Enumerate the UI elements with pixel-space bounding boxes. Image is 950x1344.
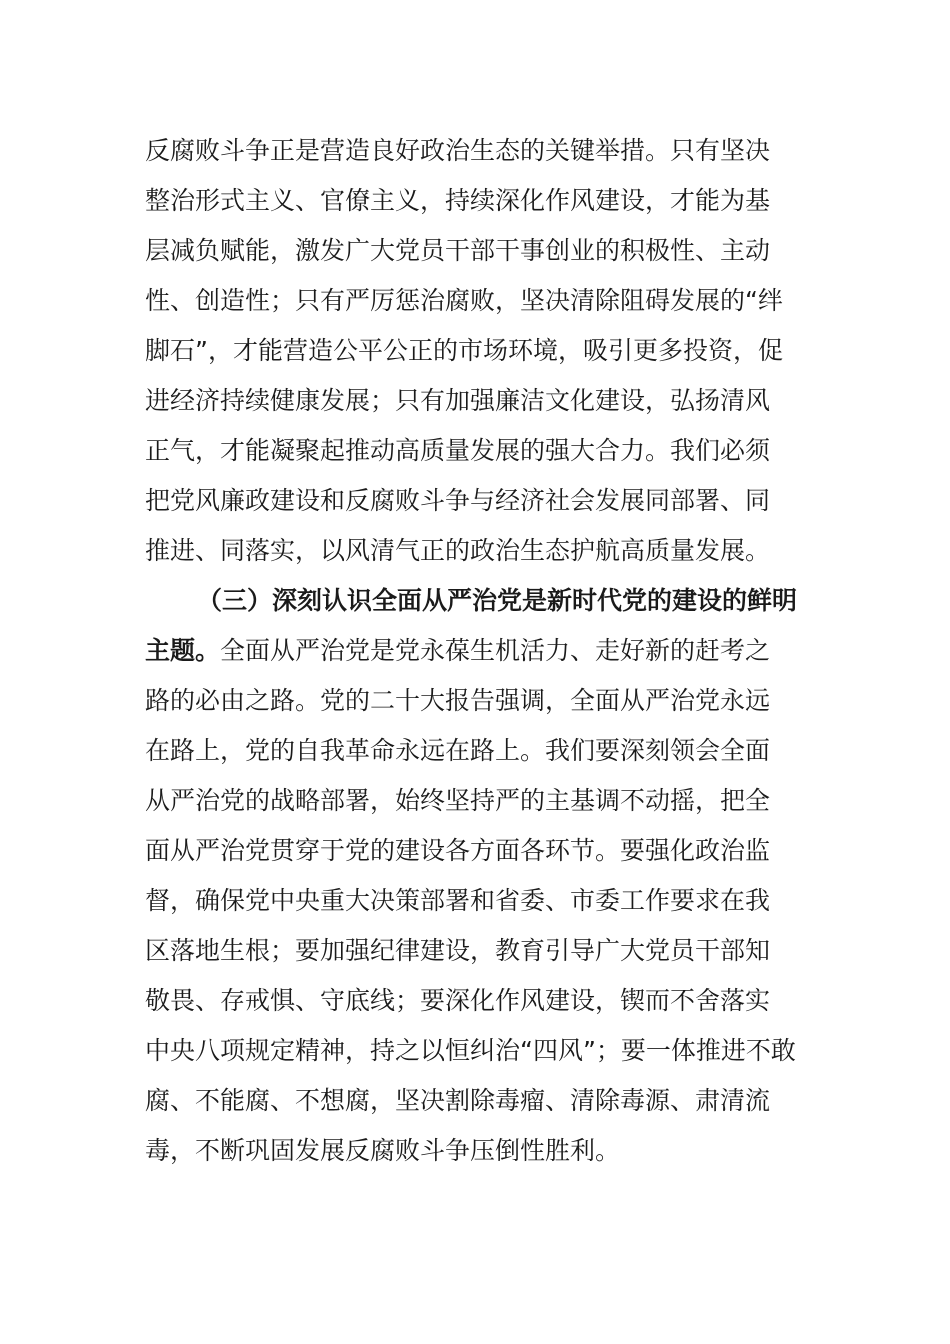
section-heading-end: 主题。 — [145, 636, 221, 665]
paragraph-2 — [145, 576, 805, 1176]
text-line: 正气，才能凝聚起推动高质量发展的强大合力。我们必须 — [145, 436, 771, 465]
text-line: 督，确保党中央重大决策部署和省委、市委工作要求在我 — [145, 886, 771, 915]
text-line: 毒，不断巩固发展反腐败斗争压倒性胜利。 — [145, 1136, 621, 1165]
text-line: 层减负赋能，激发广大党员干部干事创业的积极性、主动 — [145, 236, 771, 265]
text-line: 脚石”，才能营造公平公正的市场环境，吸引更多投资，促 — [145, 336, 783, 365]
text-line: 在路上，党的自我革命永远在路上。我们要深刻领会全面 — [145, 736, 771, 765]
paragraph-1 — [145, 126, 805, 576]
text-line: 敬畏、存戒惧、守底线；要深化作风建设，锲而不舍落实 — [145, 986, 771, 1015]
text-line: 进经济持续健康发展；只有加强廉洁文化建设，弘扬清风 — [145, 386, 771, 415]
text-line: 从严治党的战略部署，始终坚持严的主基调不动摇，把全 — [145, 786, 771, 815]
text-line: 路的必由之路。党的二十大报告强调，全面从严治党永远 — [145, 686, 771, 715]
text-line: 把党风廉政建设和反腐败斗争与经济社会发展同部署、同 — [145, 486, 771, 515]
text-line: 反腐败斗争正是营造良好政治生态的关键举措。只有坚决 — [145, 136, 771, 165]
text-line: 整治形式主义、官僚主义，持续深化作风建设，才能为基 — [145, 186, 771, 215]
text-line — [145, 626, 805, 676]
text-line: 腐、不能腐、不想腐，坚决割除毒瘤、清除毒源、肃清流 — [145, 1086, 771, 1115]
text-line: 区落地生根；要加强纪律建设，教育引导广大党员干部知 — [145, 936, 771, 965]
text-line: 中央八项规定精神，持之以恒纠治“四风”；要一体推进不敢 — [145, 1036, 796, 1065]
text-line: 推进、同落实，以风清气正的政治生态护航高质量发展。 — [145, 536, 771, 565]
text-line: 面从严治党贯穿于党的建设各方面各环节。要强化政治监 — [145, 836, 771, 865]
text-line: 性、创造性；只有严厉惩治腐败，坚决清除阻碍发展的“绊 — [145, 286, 783, 315]
section-heading: （三）深刻认识全面从严治党是新时代党的建设的鲜明 — [197, 586, 798, 615]
document-body — [145, 126, 805, 1176]
text-segment: 全面从严治党是党永葆生机活力、走好新的赶考之 — [220, 636, 771, 665]
